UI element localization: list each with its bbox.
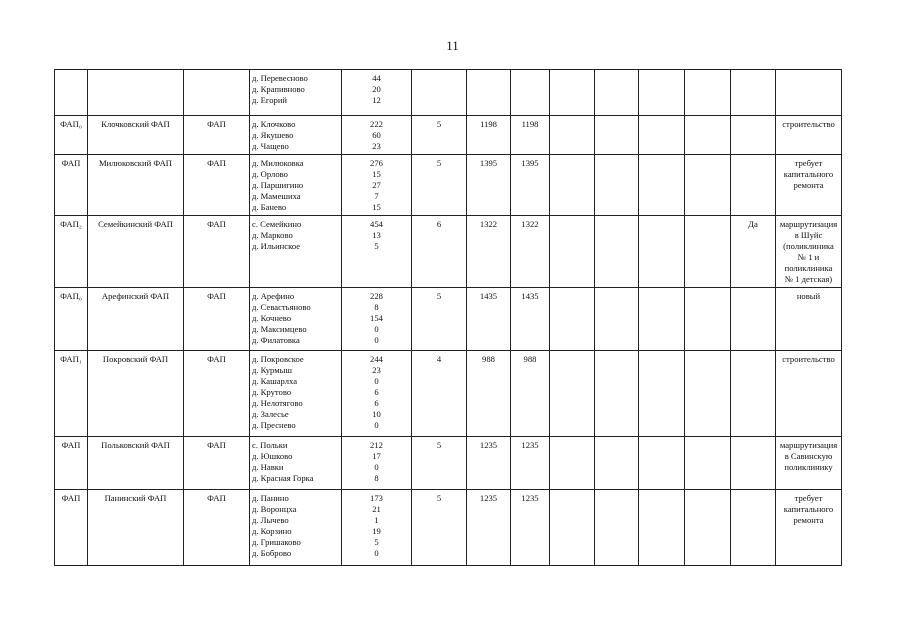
col-13: [731, 437, 776, 490]
facility-type: ФАП: [55, 437, 88, 490]
settlements-line: д. Воронцха: [252, 504, 297, 514]
facility-kind: ФАП: [184, 288, 250, 351]
col-9: [550, 216, 595, 288]
settlements: [250, 70, 342, 116]
col-10: [595, 155, 639, 216]
col-9: [550, 70, 595, 116]
settlements-line: д. Егорий: [252, 95, 288, 105]
settlements-line: д. Красная Горка: [252, 473, 314, 483]
col-13: [731, 70, 776, 116]
facility-name: [88, 70, 184, 116]
col-11: [639, 490, 685, 566]
col-13: [731, 490, 776, 566]
note-line: строительство: [782, 119, 835, 129]
col-10: [595, 288, 639, 351]
population-line: 8: [374, 302, 379, 312]
col-7: [467, 70, 511, 116]
table-row: [55, 288, 842, 351]
note: [776, 490, 842, 566]
note-line: № 1 и: [797, 252, 820, 262]
settlements-line: д. Максимцево: [252, 324, 307, 334]
col-6: 5: [412, 155, 467, 216]
col-7: 1322: [467, 216, 511, 288]
facility-kind: ФАП: [184, 216, 250, 288]
settlements-line: с. Польки: [252, 440, 288, 450]
facility-name: Польковский ФАП: [88, 437, 184, 490]
population: [342, 155, 412, 216]
population: [342, 490, 412, 566]
col-10: [595, 351, 639, 437]
table-row: [55, 490, 842, 566]
population-line: 0: [374, 548, 379, 558]
note: [776, 70, 842, 116]
col-8: 1235: [511, 437, 550, 490]
settlements-line: д. Ильинское: [252, 241, 301, 251]
population: [342, 70, 412, 116]
note-line: требует: [794, 158, 823, 168]
population-line: 15: [372, 169, 381, 179]
note-line: поликлинику: [784, 462, 833, 472]
note: [776, 288, 842, 351]
population-line: 222: [370, 119, 383, 129]
col-12: [685, 116, 731, 155]
population-line: 19: [372, 526, 381, 536]
page-number: 11: [446, 38, 459, 53]
population-line: 212: [370, 440, 383, 450]
col-8: 1198: [511, 116, 550, 155]
col-12: [685, 288, 731, 351]
table-row: [55, 437, 842, 490]
col-9: [550, 437, 595, 490]
settlements-line: д. Банево: [252, 202, 287, 212]
settlements-line: д. Навки: [252, 462, 284, 472]
facility-type: ФАП: [55, 155, 88, 216]
col-13: Да: [731, 216, 776, 288]
note-line: в Шуйс: [794, 230, 823, 240]
note-line: ремонта: [793, 515, 824, 525]
population-line: 23: [372, 141, 381, 151]
settlements-line: д. Панино: [252, 493, 289, 503]
population-line: 0: [374, 420, 379, 430]
table-row: [55, 155, 842, 216]
settlements-line: д. Крутово: [252, 387, 292, 397]
settlements: [250, 437, 342, 490]
col-13: [731, 288, 776, 351]
settlements: [250, 216, 342, 288]
note-line: маршрутизация: [779, 219, 838, 229]
note-line: поликлиника: [784, 263, 833, 273]
settlements-line: д. Филатовка: [252, 335, 300, 345]
settlements: [250, 490, 342, 566]
population-line: 7: [374, 191, 379, 201]
note-line: ремонта: [793, 180, 824, 190]
population-line: 17: [372, 451, 381, 461]
col-12: [685, 70, 731, 116]
facility-name: Милюковский ФАП: [88, 155, 184, 216]
col-13: [731, 155, 776, 216]
facility-kind: ФАП: [184, 116, 250, 155]
col-10: [595, 490, 639, 566]
col-6: 6: [412, 216, 467, 288]
col-12: [685, 437, 731, 490]
note-line: (поликлиника: [783, 241, 834, 251]
col-6: 5: [412, 490, 467, 566]
col-10: [595, 70, 639, 116]
population-line: 23: [372, 365, 381, 375]
col-11: [639, 116, 685, 155]
population-line: 0: [374, 462, 379, 472]
note-line: строительство: [782, 354, 835, 364]
facility-kind: ФАП: [184, 155, 250, 216]
facility-name: Семейкинский ФАП: [88, 216, 184, 288]
settlements-line: д. Нелотягово: [252, 398, 303, 408]
population-line: 5: [374, 537, 379, 547]
population: [342, 351, 412, 437]
population-line: 21: [372, 504, 381, 514]
facility-table: [54, 69, 842, 566]
settlements-line: д. Покровское: [252, 354, 304, 364]
facility-name: Арефинский ФАП: [88, 288, 184, 351]
col-11: [639, 155, 685, 216]
settlements-line: д. Клочково: [252, 119, 296, 129]
col-11: [639, 351, 685, 437]
col-8: 1322: [511, 216, 550, 288]
settlements-line: д. Арефино: [252, 291, 295, 301]
col-7: 988: [467, 351, 511, 437]
col-8: 1235: [511, 490, 550, 566]
col-6: 5: [412, 288, 467, 351]
col-6: 4: [412, 351, 467, 437]
settlements: [250, 116, 342, 155]
facility-type: ФАП₀: [55, 116, 88, 155]
note: [776, 116, 842, 155]
note-line: капитального: [783, 504, 834, 514]
settlements-line: д. Преснево: [252, 420, 296, 430]
settlements-line: д. Марково: [252, 230, 293, 240]
population-line: 0: [374, 335, 379, 345]
population-line: 0: [374, 324, 379, 334]
population-line: 244: [370, 354, 383, 364]
note: [776, 437, 842, 490]
note: [776, 216, 842, 288]
settlements-line: д. Кашарлха: [252, 376, 298, 386]
population-line: 276: [370, 158, 383, 168]
facility-name: Панинский ФАП: [88, 490, 184, 566]
col-12: [685, 155, 731, 216]
col-11: [639, 288, 685, 351]
facility-name: Покровский ФАП: [88, 351, 184, 437]
settlements: [250, 155, 342, 216]
col-11: [639, 437, 685, 490]
settlements-line: д. Залесье: [252, 409, 289, 419]
population-line: 173: [370, 493, 383, 503]
settlements-line: д. Корзино: [252, 526, 292, 536]
facility-type: ФАП₂: [55, 216, 88, 288]
col-12: [685, 216, 731, 288]
settlements-line: д. Севастьяново: [252, 302, 311, 312]
settlements-line: д. Паршигино: [252, 180, 304, 190]
facility-kind: [184, 70, 250, 116]
col-10: [595, 437, 639, 490]
settlements: [250, 351, 342, 437]
col-6: 5: [412, 437, 467, 490]
settlements-line: д. Боброво: [252, 548, 292, 558]
population: [342, 216, 412, 288]
settlements-line: д. Перевесново: [252, 73, 308, 83]
note-line: № 1 детская): [784, 274, 833, 284]
col-13: [731, 351, 776, 437]
col-7: 1235: [467, 437, 511, 490]
population: [342, 437, 412, 490]
settlements-line: д. Мамешиха: [252, 191, 301, 201]
col-10: [595, 116, 639, 155]
population-line: 1: [374, 515, 379, 525]
population-line: 6: [374, 387, 379, 397]
settlements: [250, 288, 342, 351]
note: [776, 155, 842, 216]
population-line: 228: [370, 291, 383, 301]
facility-type: ФАП₀: [55, 288, 88, 351]
population-line: 20: [372, 84, 381, 94]
table-row: [55, 70, 842, 116]
population-line: 15: [372, 202, 381, 212]
settlements-line: д. Чащево: [252, 141, 289, 151]
col-11: [639, 216, 685, 288]
col-8: 1395: [511, 155, 550, 216]
population-line: 454: [370, 219, 383, 229]
col-8: 988: [511, 351, 550, 437]
col-9: [550, 116, 595, 155]
population-line: 12: [372, 95, 381, 105]
col-12: [685, 351, 731, 437]
population-line: 10: [372, 409, 381, 419]
settlements-line: д. Милюковка: [252, 158, 304, 168]
note-line: в Савинскую: [784, 451, 833, 461]
settlements-line: д. Якушево: [252, 130, 294, 140]
col-8: 1435: [511, 288, 550, 351]
facility-kind: ФАП: [184, 437, 250, 490]
col-6: [412, 70, 467, 116]
population-line: 60: [372, 130, 381, 140]
col-7: 1198: [467, 116, 511, 155]
table-row: [55, 116, 842, 155]
population: [342, 288, 412, 351]
note-line: новый: [796, 291, 821, 301]
note-line: капитального: [783, 169, 834, 179]
col-7: 1435: [467, 288, 511, 351]
population-line: 6: [374, 398, 379, 408]
table-row: [55, 351, 842, 437]
settlements-line: д. Орлово: [252, 169, 288, 179]
settlements-line: с. Семейкино: [252, 219, 302, 229]
population-line: 13: [372, 230, 381, 240]
note-line: требует: [794, 493, 823, 503]
facility-kind: ФАП: [184, 351, 250, 437]
facility-type: ФАП₁: [55, 351, 88, 437]
settlements-line: д. Крапивново: [252, 84, 305, 94]
population-line: 44: [372, 73, 381, 83]
facility-name: Клочковский ФАП: [88, 116, 184, 155]
col-7: 1235: [467, 490, 511, 566]
col-12: [685, 490, 731, 566]
col-9: [550, 490, 595, 566]
population-line: 5: [374, 241, 379, 251]
facility-kind: ФАП: [184, 490, 250, 566]
population-line: 8: [374, 473, 379, 483]
col-9: [550, 288, 595, 351]
settlements-line: д. Курмыш: [252, 365, 293, 375]
col-11: [639, 70, 685, 116]
population-line: 27: [372, 180, 381, 190]
settlements-line: д. Гришаково: [252, 537, 301, 547]
col-8: [511, 70, 550, 116]
facility-type: ФАП: [55, 490, 88, 566]
population: [342, 116, 412, 155]
col-6: 5: [412, 116, 467, 155]
settlements-line: д. Кочнево: [252, 313, 292, 323]
settlements-line: д. Лычево: [252, 515, 289, 525]
col-7: 1395: [467, 155, 511, 216]
table-row: [55, 216, 842, 288]
facility-type: [55, 70, 88, 116]
col-13: [731, 116, 776, 155]
settlements-line: д. Юшково: [252, 451, 293, 461]
population-line: 154: [370, 313, 383, 323]
col-9: [550, 155, 595, 216]
note: [776, 351, 842, 437]
col-10: [595, 216, 639, 288]
population-line: 0: [374, 376, 379, 386]
note-line: маршрутизация: [779, 440, 838, 450]
col-9: [550, 351, 595, 437]
